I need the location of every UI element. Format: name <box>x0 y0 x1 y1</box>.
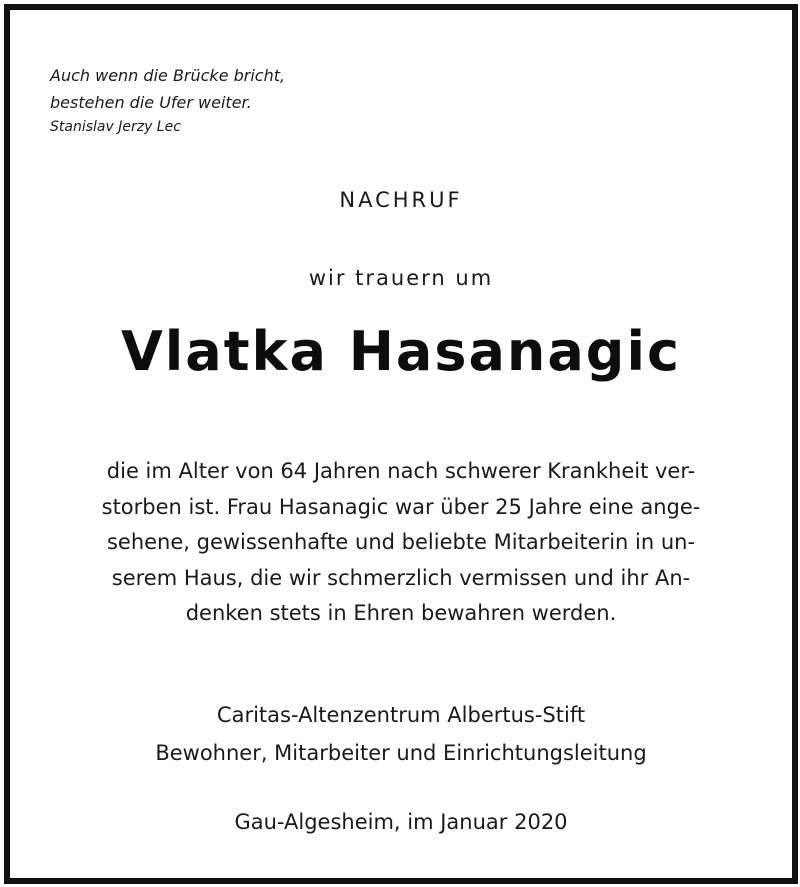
body-line: serem Haus, die wir schmerzlich vermissen und ihr An- <box>111 565 691 590</box>
intro-text: wir trauern um <box>308 266 494 290</box>
sender-organization: Caritas-Altenzentrum Albertus-Stift <box>216 703 586 727</box>
motto-quote <box>50 62 285 138</box>
place-date: Gau-Algesheim, im Januar 2020 <box>234 810 568 834</box>
obituary-body <box>10 454 792 632</box>
body-line: denken stets in Ehren bewahren werden. <box>185 601 617 625</box>
obituary-frame <box>4 4 798 884</box>
body-line: sehene, gewissenhafte und beliebte Mitarbeiterin in un- <box>106 530 696 554</box>
deceased-name: Vlatka Hasanagic <box>121 320 681 383</box>
sender-group: Bewohner, Mitarbeiter und Einrichtungsleitung <box>155 741 647 765</box>
body-line: storben ist. Frau Hasanagic war über 25 Jahre eine ange- <box>101 494 701 519</box>
motto-line-2: bestehen die Ufer weiter. <box>50 93 252 112</box>
body-line: die im Alter von 64 Jahren nach schwerer Krankheit ver- <box>106 459 696 483</box>
motto-author: Stanislav Jerzy Lec <box>50 119 181 135</box>
obituary-heading: NACHRUF <box>339 188 463 212</box>
motto-line-1: Auch wenn die Brücke bricht, <box>50 66 286 85</box>
sender-block <box>10 696 792 772</box>
